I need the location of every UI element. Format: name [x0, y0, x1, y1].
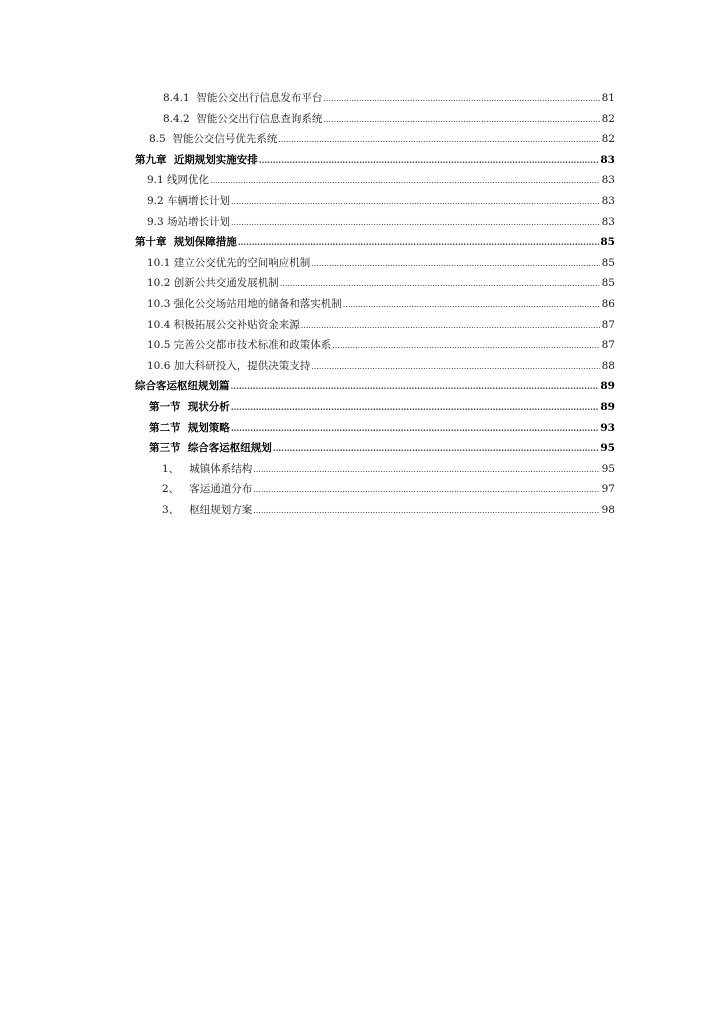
toc-entry-number: 第十章 [135, 236, 167, 249]
toc-entry-number: 9.1 [147, 174, 164, 187]
toc-page-number: 89 [600, 380, 615, 393]
toc-entry-number: 10.6 [147, 359, 171, 372]
toc-page-number: 83 [601, 194, 615, 207]
toc-entry-section-2[interactable] [135, 418, 615, 439]
toc-entry-item-3[interactable] [135, 500, 615, 521]
toc-entry-10-3[interactable] [135, 294, 615, 315]
toc-entry-chapter-10[interactable] [135, 232, 615, 253]
toc-entry-number: 10.2 [147, 277, 171, 290]
toc-entry-title: 完善公交都市技术标准和政策体系 [173, 339, 332, 352]
toc-page-number: 86 [601, 297, 615, 310]
toc-entry-section-1[interactable] [135, 397, 615, 418]
toc-dot-leader [323, 109, 600, 131]
toc-dot-leader [231, 397, 600, 418]
toc-page-number: 85 [601, 256, 615, 269]
toc-entry-number: 10.3 [147, 297, 171, 310]
toc-entry-9-2[interactable] [135, 191, 615, 212]
toc-page-number: 97 [601, 483, 615, 496]
toc-entry-8-4-1[interactable] [135, 88, 615, 109]
toc-dot-leader [253, 479, 600, 501]
toc-dot-leader [231, 376, 600, 397]
toc-page-number: 89 [600, 400, 615, 413]
toc-page-number: 81 [601, 92, 615, 104]
toc-page-number: 85 [600, 236, 615, 249]
toc-entry-title: 综合客运枢纽规划篇 [135, 380, 230, 393]
toc-dot-leader [332, 335, 600, 357]
toc-entry-number: 第二节 [149, 421, 181, 434]
toc-entry-number: 9.2 [147, 194, 164, 207]
toc-entry-number: 8.4.1 [163, 92, 190, 104]
toc-entry-10-2[interactable] [135, 273, 615, 294]
toc-entry-number: 10.5 [147, 339, 171, 352]
toc-dot-leader [278, 129, 600, 151]
toc-entry-8-4-2[interactable] [135, 109, 615, 130]
toc-dot-leader [323, 88, 600, 110]
toc-entry-number: 2、 [162, 483, 180, 496]
toc-entry-number: 9.3 [147, 215, 164, 228]
toc-dot-leader [253, 459, 600, 481]
toc-entry-item-2[interactable] [135, 479, 615, 500]
toc-entry-number: 10.4 [147, 318, 171, 331]
toc-entry-title: 建立公交优先的空间响应机制 [173, 256, 311, 269]
toc-entry-10-1[interactable] [135, 253, 615, 274]
toc-dot-leader [259, 150, 600, 171]
table-of-contents [135, 88, 615, 520]
toc-entry-title: 近期规划实施安排 [173, 153, 258, 166]
toc-entry-title: 加大科研投入，提供决策支持 [173, 359, 311, 372]
toc-page-number: 82 [601, 133, 615, 146]
toc-entry-hub-planning-part[interactable] [135, 376, 615, 397]
toc-entry-number: 3、 [162, 503, 180, 516]
toc-entry-number: 1、 [162, 462, 180, 475]
toc-dot-leader [273, 438, 600, 459]
toc-page-number: 88 [601, 359, 615, 372]
toc-dot-leader [301, 315, 600, 337]
toc-entry-number: 10.1 [147, 256, 171, 269]
toc-page-number: 85 [601, 277, 615, 290]
toc-dot-leader [311, 356, 600, 378]
toc-entry-title: 车辆增长计划 [167, 194, 231, 207]
toc-page-number: 95 [601, 462, 615, 475]
toc-entry-title: 规划保障措施 [173, 236, 237, 249]
toc-entry-number: 8.5 [149, 133, 166, 146]
toc-entry-9-1[interactable] [135, 170, 615, 191]
toc-page-number: 83 [601, 174, 615, 187]
toc-dot-leader [231, 191, 600, 213]
toc-entry-number: 第九章 [135, 153, 167, 166]
toc-entry-title: 创新公共交通发展机制 [173, 277, 279, 290]
toc-entry-10-5[interactable] [135, 335, 615, 356]
toc-entry-number: 8.4.2 [163, 112, 190, 125]
toc-entry-title: 智能公交信号优先系统 [172, 133, 278, 146]
toc-entry-title: 枢纽规划方案 [189, 503, 253, 516]
toc-entry-9-3[interactable] [135, 212, 615, 233]
toc-entry-title: 智能公交出行信息发布平台 [196, 92, 323, 104]
toc-entry-8-5[interactable] [135, 129, 615, 150]
toc-page-number: 95 [600, 442, 615, 455]
toc-page-number: 93 [600, 421, 615, 434]
toc-dot-leader [311, 253, 600, 275]
toc-dot-leader [231, 212, 600, 234]
toc-page-number: 87 [601, 339, 615, 352]
toc-entry-section-3[interactable] [135, 438, 615, 459]
toc-entry-title: 客运通道分布 [189, 483, 253, 496]
toc-page-number: 83 [600, 153, 615, 166]
toc-entry-title: 综合客运枢纽规划 [187, 442, 272, 455]
toc-entry-title: 现状分析 [187, 400, 230, 413]
toc-page-number: 98 [601, 503, 615, 516]
toc-dot-leader [238, 232, 600, 253]
toc-entry-10-6[interactable] [135, 356, 615, 377]
toc-entry-title: 城镇体系结构 [189, 462, 253, 475]
toc-entry-title: 场站增长计划 [167, 215, 231, 228]
toc-dot-leader [210, 170, 600, 192]
toc-entry-title: 强化公交场站用地的储备和落实机制 [173, 297, 342, 310]
toc-entry-item-1[interactable] [135, 459, 615, 480]
toc-dot-leader [253, 500, 600, 522]
toc-entry-10-4[interactable] [135, 315, 615, 336]
toc-entry-title: 积极拓展公交补贴资金来源 [173, 318, 300, 331]
toc-page-number: 83 [601, 215, 615, 228]
toc-entry-title: 线网优化 [167, 174, 210, 187]
toc-entry-number: 第一节 [149, 400, 181, 413]
toc-entry-number: 第三节 [149, 442, 181, 455]
toc-entry-title: 智能公交出行信息查询系统 [196, 112, 323, 125]
toc-page-number: 87 [601, 318, 615, 331]
toc-entry-title: 规划策略 [187, 421, 230, 434]
toc-dot-leader [343, 294, 600, 316]
toc-dot-leader [280, 273, 600, 295]
toc-page-number: 82 [601, 112, 615, 125]
toc-dot-leader [231, 418, 600, 439]
toc-entry-chapter-9[interactable] [135, 150, 615, 171]
